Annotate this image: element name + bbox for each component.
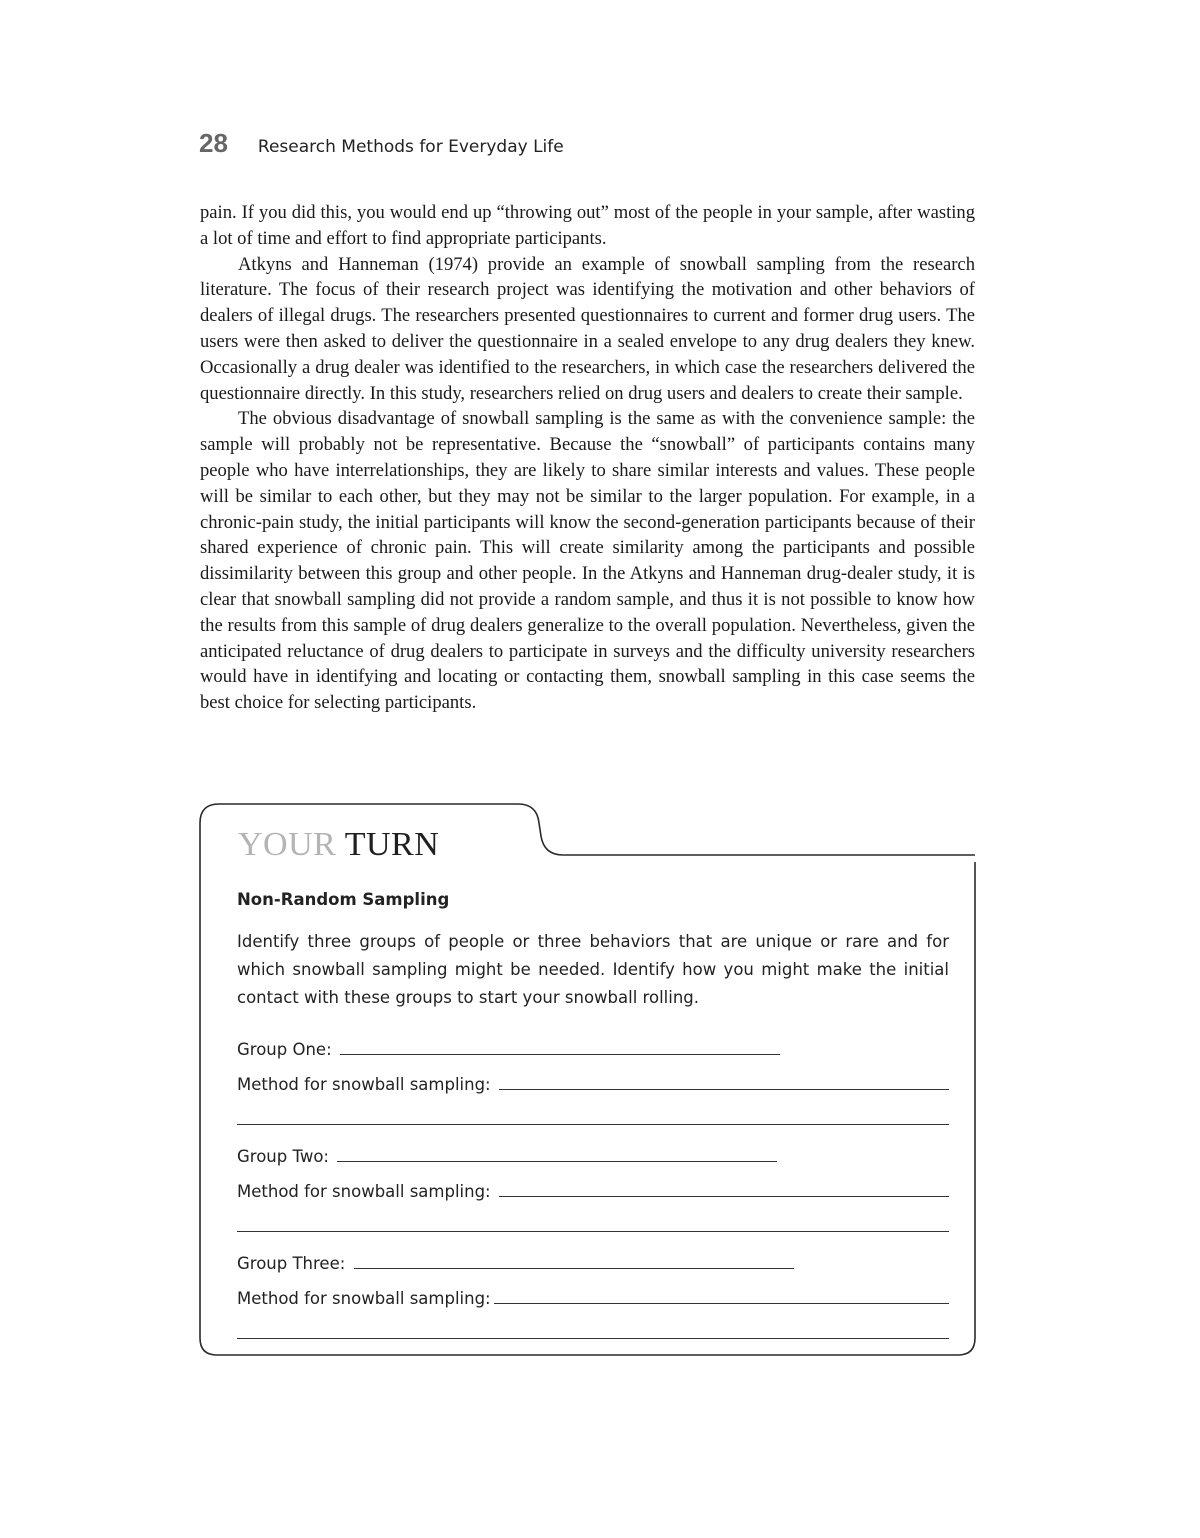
page-number: 28 <box>199 128 228 158</box>
group-two-line[interactable] <box>337 1161 777 1162</box>
method-three-continued-line[interactable] <box>237 1338 949 1339</box>
method-one-continued-line[interactable] <box>237 1124 949 1125</box>
method-two-line[interactable] <box>499 1196 949 1197</box>
method-three-line[interactable] <box>494 1303 949 1304</box>
group-two-label: Group Two: <box>237 1147 335 1166</box>
heading-turn: TURN <box>344 826 440 863</box>
group-two-field[interactable] <box>237 1131 949 1166</box>
method-one-label: Method for snowball sampling: <box>237 1075 496 1094</box>
method-three-continued-field[interactable] <box>237 1308 949 1343</box>
book-title: Research Methods for Everyday Life <box>257 137 564 157</box>
paragraph-1: pain. If you did this, you would end up “throwing out” most of the people in your sample, after wasting a lot of time and effort to find appropriate participants. <box>200 202 975 249</box>
method-two-continued-field[interactable] <box>237 1201 949 1236</box>
method-two-continued-line[interactable] <box>237 1231 949 1232</box>
instructions: Identify three groups of people or three behaviors that are unique or rare and for which snowball sampling might be needed. Identify how you might make the initial contact with these groups to start your snowball rolling. <box>237 932 949 1007</box>
group-one-label: Group One: <box>237 1040 337 1059</box>
method-three-field[interactable] <box>237 1273 949 1308</box>
method-three-label: Method for snowball sampling: <box>237 1289 491 1308</box>
method-one-field[interactable] <box>237 1059 949 1094</box>
group-three-label: Group Three: <box>237 1254 351 1273</box>
your-turn-content <box>237 890 949 1343</box>
group-one-line[interactable] <box>340 1054 780 1055</box>
paragraph-2: Atkyns and Hanneman (1974) provide an example of snowball sampling from the research literature. The focus of their research project was identifying the motivation and other behaviors of dealers of illegal drugs. The researchers presented questionnaires to current and former drug users. The users were then asked to deliver the questionnaire in a sealed envelope to any drug dealers they knew. Occasionally a drug dealer was identified to the researchers, in which case the researchers delivered the questionnaire directly. In this study, researchers relied on drug users and dealers to create their sample. <box>200 253 975 404</box>
group-three-field[interactable] <box>237 1238 949 1273</box>
method-one-continued-field[interactable] <box>237 1094 949 1129</box>
box-subtitle: Non-Random Sampling <box>237 890 450 909</box>
method-one-line[interactable] <box>499 1089 949 1090</box>
method-two-label: Method for snowball sampling: <box>237 1182 496 1201</box>
method-two-field[interactable] <box>237 1166 949 1201</box>
group-one-field[interactable] <box>237 1024 949 1059</box>
heading-your: YOUR <box>238 826 337 863</box>
your-turn-heading <box>238 826 439 864</box>
paragraph-3: The obvious disadvantage of snowball sampling is the same as with the convenience sample: the sample will probably not be representative. Because the “snowball” of participants contains many people who have interrelationships, they are likely to share similar interests and values. These people will be similar to each other, but they may not be similar to the larger population. For example, in a chronic-pain study, the initial participants will know the second-generation participants because of their shared experience of chronic pain. This will create similarity among the participants and possible dissimilarity between this group and other people. In the Atkyns and Hanneman drug-dealer study, it is clear that snowball sampling did not provide a random sample, and thus it is not possible to know how the results from this sample of drug dealers generalize to the overall population. Nevertheless, given the anticipated reluctance of drug dealers to participate in surveys and the difficulty university researchers would have in identifying and locating or contacting them, snowball sampling in this case seems the best choice for selecting participants. <box>200 408 975 714</box>
group-three-line[interactable] <box>354 1268 794 1269</box>
